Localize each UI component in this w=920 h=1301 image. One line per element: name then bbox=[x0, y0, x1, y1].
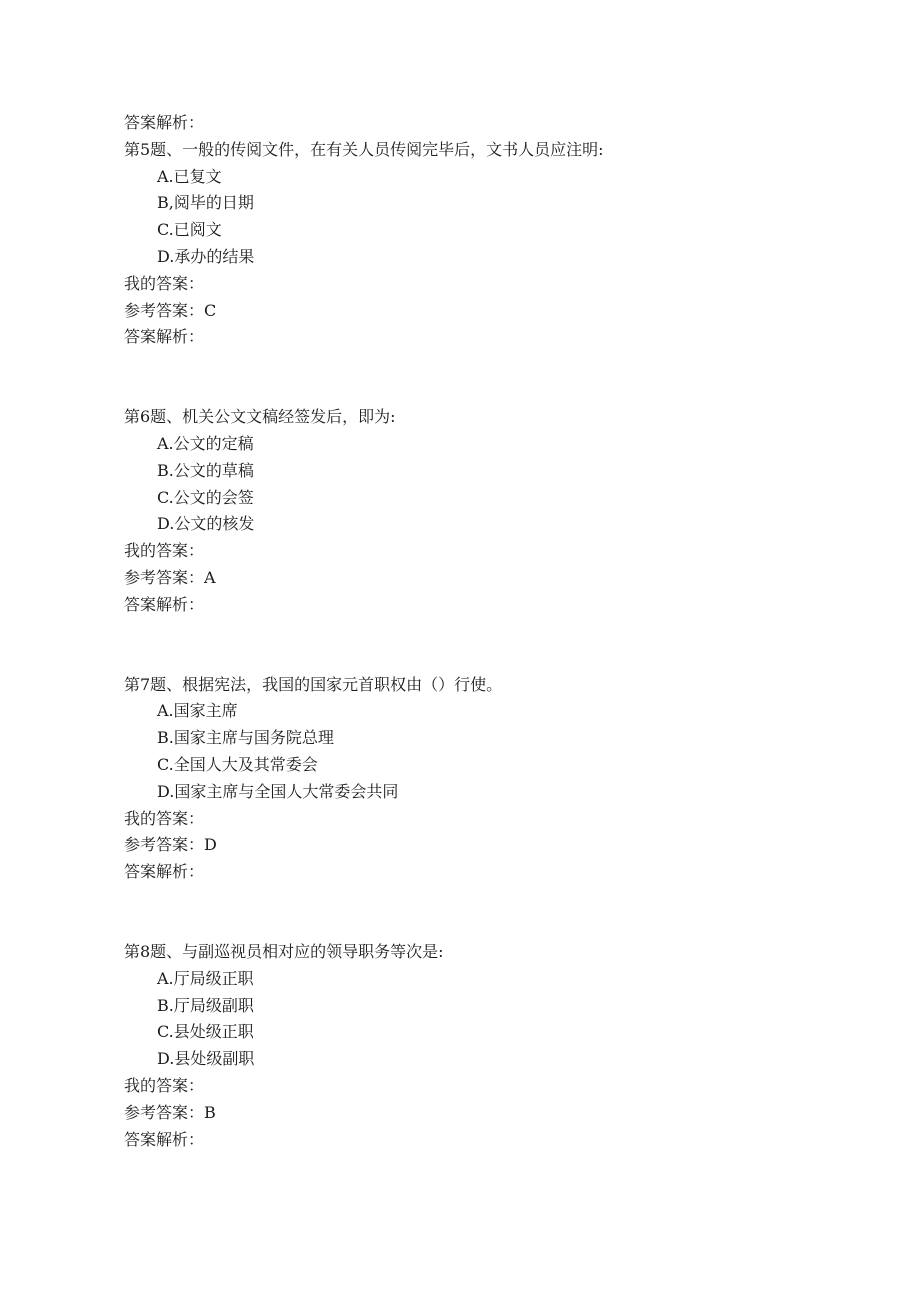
analysis-row bbox=[124, 1127, 824, 1154]
document-page bbox=[124, 110, 824, 1153]
option-a: A.已复文 bbox=[157, 166, 222, 186]
analysis-label: 答案解析： bbox=[124, 862, 205, 882]
option-b: B,阅毕的日期 bbox=[157, 193, 254, 213]
previous-analysis-label: 答案解析： bbox=[124, 113, 205, 132]
option-b: B.国家主席与国务院总理 bbox=[157, 728, 334, 748]
my-answer-row bbox=[124, 806, 824, 833]
reference-answer-row bbox=[124, 565, 824, 592]
analysis-label: 答案解析： bbox=[124, 327, 205, 347]
question-stem: 第7题、根据宪法，我国的国家元首职权由（）行使。 bbox=[124, 674, 503, 694]
option-b: B.公文的草稿 bbox=[157, 460, 254, 480]
analysis-row bbox=[124, 592, 824, 619]
reference-answer-label: 参考答案： bbox=[124, 1102, 205, 1122]
option-a: A.公文的定稿 bbox=[157, 433, 254, 453]
reference-answer-value: B bbox=[204, 1102, 216, 1122]
my-answer-row bbox=[124, 538, 824, 565]
question-7 bbox=[124, 672, 824, 886]
analysis-label: 答案解析： bbox=[124, 1129, 205, 1149]
my-answer-label: 我的答案： bbox=[124, 273, 205, 293]
option-b: B.厅局级副职 bbox=[157, 995, 254, 1015]
question-stem: 第5题、一般的传阅文件，在有关人员传阅完毕后，文书人员应注明: bbox=[124, 139, 604, 159]
option-d: D.公文的核发 bbox=[157, 514, 255, 534]
reference-answer-label: 参考答案： bbox=[124, 567, 205, 587]
option-d: D.县处级副职 bbox=[157, 1049, 255, 1069]
option-c: C.已阅文 bbox=[157, 220, 222, 240]
reference-answer-value: C bbox=[204, 300, 217, 320]
option-a: A.国家主席 bbox=[157, 701, 238, 721]
option-c: C.全国人大及其常委会 bbox=[157, 754, 318, 774]
option-d: D.国家主席与全国人大常委会共同 bbox=[157, 781, 399, 801]
reference-answer-row bbox=[124, 1100, 824, 1127]
option-c: C.公文的会签 bbox=[157, 487, 254, 507]
question-stem: 第8题、与副巡视员相对应的领导职务等次是: bbox=[124, 941, 444, 961]
analysis-label: 答案解析： bbox=[124, 594, 205, 614]
question-8 bbox=[124, 939, 824, 1153]
reference-answer-row bbox=[124, 832, 824, 859]
reference-answer-label: 参考答案： bbox=[124, 835, 205, 855]
question-5 bbox=[124, 137, 824, 351]
option-a: A.厅局级正职 bbox=[157, 968, 254, 988]
reference-answer-value: D bbox=[204, 835, 217, 855]
my-answer-label: 我的答案： bbox=[124, 541, 205, 561]
analysis-row bbox=[124, 324, 824, 351]
my-answer-row bbox=[124, 1073, 824, 1100]
my-answer-label: 我的答案： bbox=[124, 1075, 205, 1095]
my-answer-row bbox=[124, 271, 824, 298]
my-answer-label: 我的答案： bbox=[124, 808, 205, 828]
reference-answer-value: A bbox=[204, 567, 216, 587]
option-d: D.承办的结果 bbox=[157, 246, 255, 266]
reference-answer-row bbox=[124, 298, 824, 325]
reference-answer-label: 参考答案： bbox=[124, 300, 205, 320]
question-6 bbox=[124, 404, 824, 618]
question-stem: 第6题、机关公文文稿经签发后，即为: bbox=[124, 407, 396, 427]
option-c: C.县处级正职 bbox=[157, 1022, 254, 1042]
analysis-row bbox=[124, 859, 824, 886]
